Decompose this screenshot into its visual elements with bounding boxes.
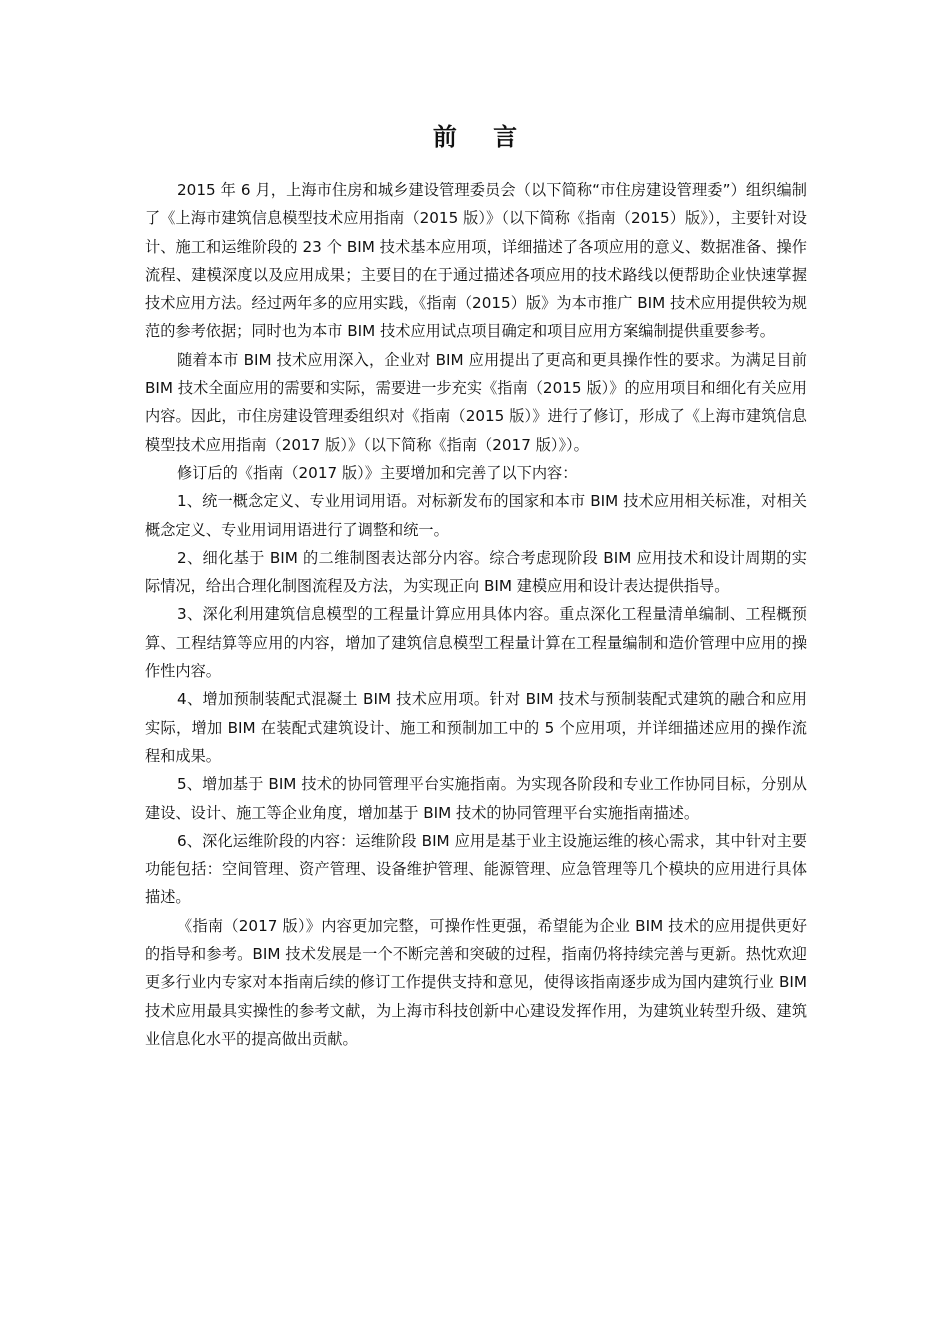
page-title: 前 言	[432, 123, 532, 151]
paragraph-conclusion: 《指南（2017 版）》内容更加完整，可操作性更强，希望能为企业 BIM 技术的应用提供更好的指导和参考。BIM 技术发展是一个不断完善和突破的过程，指南仍将持续完善与更新。热忱欢迎更多行业内专家对本指南后续的修订工作提供支持和意见，使得该指南逐步成为国内建筑行业 BIM 技术应用最具实操性的参考文献，为上海市科技创新中心建设发挥作用，为建筑业转型升级、建筑业信息化水平的提高做出贡献。	[145, 916, 807, 1048]
list-item-3: 3、深化利用建筑信息模型的工程量计算应用具体内容。重点深化工程量清单编制、工程概预算、工程结算等应用的内容，增加了建筑信息模型工程量计算在工程量编制和造价管理中应用的操作性内容。	[145, 605, 807, 681]
list-item-5: 5、增加基于 BIM 技术的协同管理平台实施指南。为实现各阶段和专业工作协同目标，分别从建设、设计、施工等企业角度，增加基于 BIM 技术的协同管理平台实施指南描述。	[145, 775, 807, 822]
paragraph-revision-reason: 随着本市 BIM 技术应用深入，企业对 BIM 应用提出了更高和更具操作性的要求。为满足目前 BIM 技术全面应用的需要和实际，需要进一步充实《指南（2015 版）》的应用项目和细化有关应用内容。因此，市住房建设管理委组织对《指南（2015 版）》进行了修订，形成了《上海市建筑信息模型技术应用指南（2017 版）》（以下简称《指南（2017 版）》）。	[145, 350, 807, 454]
preface-body	[145, 176, 807, 1053]
paragraph-revision-intro: 修订后的《指南（2017 版）》主要增加和完善了以下内容：	[177, 463, 578, 482]
list-item-4: 4、增加预制装配式混凝土 BIM 技术应用项。针对 BIM 技术与预制装配式建筑的融合和应用实际，增加 BIM 在装配式建筑设计、施工和预制加工中的 5 个应用项，并详细描述应用的操作流程和成果。	[145, 690, 807, 765]
list-item-1: 1、统一概念定义、专业用词用语。对标新发布的国家和本市 BIM 技术应用相关标准，对相关概念定义、专业用词用语进行了调整和统一。	[145, 492, 807, 539]
paragraph-background: 2015 年 6 月，上海市住房和城乡建设管理委员会（以下简称“市住房建设管理委”）组织编制了《上海市建筑信息模型技术应用指南（2015 版）》（以下简称《指南（2015）版》），主要针对设计、施工和运维阶段的 23 个 BIM 技术基本应用项，详细描述了各项应用的意义、数据准备、操作流程、建模深度以及应用成果；主要目的在于通过描述各项应用的技术路线以便帮助企业快速掌握技术应用方法。经过两年多的应用实践，《指南（2015）版》为本市推广 BIM 技术应用提供较为规范的参考依据；同时也为本市 BIM 技术应用试点项目确定和项目应用方案编制提供重要参考。	[145, 181, 807, 341]
list-item-2: 2、细化基于 BIM 的二维制图表达部分内容。综合考虑现阶段 BIM 应用技术和设计周期的实际情况，给出合理化制图流程及方法，为实现正向 BIM 建模应用和设计表达提供指导。	[145, 548, 807, 596]
list-item-6: 6、深化运维阶段的内容：运维阶段 BIM 应用是基于业主设施运维的核心需求，其中针对主要功能包括：空间管理、资产管理、设备维护管理、能源管理、应急管理等几个模块的应用进行具体描述。	[145, 831, 807, 907]
